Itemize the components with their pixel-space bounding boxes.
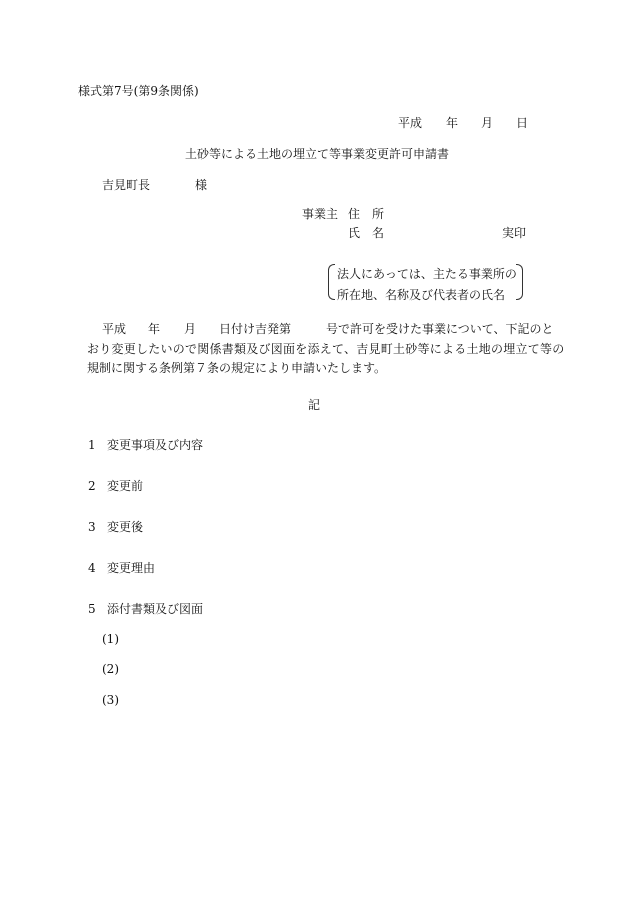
body-rest: 号で許可を受けた事業について、下記のと: [326, 322, 554, 336]
body-month: 月: [184, 322, 197, 336]
body-line-3: 規制に関する条例第７条の規定により申請いたします。: [87, 361, 387, 375]
item-label: 変更事項及び内容: [107, 438, 204, 452]
corporate-note-line2: 所在地、名称及び代表者の氏名: [337, 288, 506, 302]
applicant-name-label: 氏 名: [348, 226, 385, 240]
bracket-right: [516, 264, 523, 300]
item-number: 4: [88, 561, 96, 575]
date-month: 月: [481, 116, 494, 130]
bracket-left: [328, 264, 335, 300]
addressee-name: 吉見町長: [102, 178, 151, 192]
item-label: 添付書類及び図面: [107, 602, 204, 616]
sub-item: (2): [102, 662, 119, 676]
sub-item: (1): [102, 632, 119, 646]
applicant-label: 事業主: [302, 207, 339, 221]
body-line-2: おり変更したいので関係書類及び図面を添えて、吉見町土砂等による土地の埋立て等の: [87, 342, 565, 356]
date-day: 日: [516, 116, 529, 130]
body-dated: 日付け吉発第: [219, 322, 292, 336]
corporate-note-line1: 法人にあっては、主たる事業所の: [337, 267, 517, 281]
item-label: 変更前: [107, 479, 144, 493]
item-number: 1: [88, 438, 96, 452]
body-year: 年: [148, 322, 161, 336]
corporate-note: [328, 264, 523, 300]
date-era: 平成: [398, 116, 423, 130]
ki-heading: 記: [308, 398, 321, 412]
form-number: 様式第7号(第9条関係): [78, 84, 199, 98]
sub-item: (3): [102, 693, 119, 707]
item-label: 変更理由: [107, 561, 156, 575]
item-label: 変更後: [107, 520, 144, 534]
seal-label: 実印: [502, 226, 527, 240]
document-title: 土砂等による土地の埋立て等事業変更許可申請書: [185, 147, 450, 161]
addressee-honorific: 様: [195, 178, 208, 192]
date-year: 年: [446, 116, 459, 130]
item-number: 2: [88, 479, 96, 493]
item-number: 3: [88, 520, 96, 534]
body-era: 平成: [102, 322, 127, 336]
applicant-address-label: 住 所: [348, 207, 385, 221]
item-number: 5: [88, 602, 96, 616]
